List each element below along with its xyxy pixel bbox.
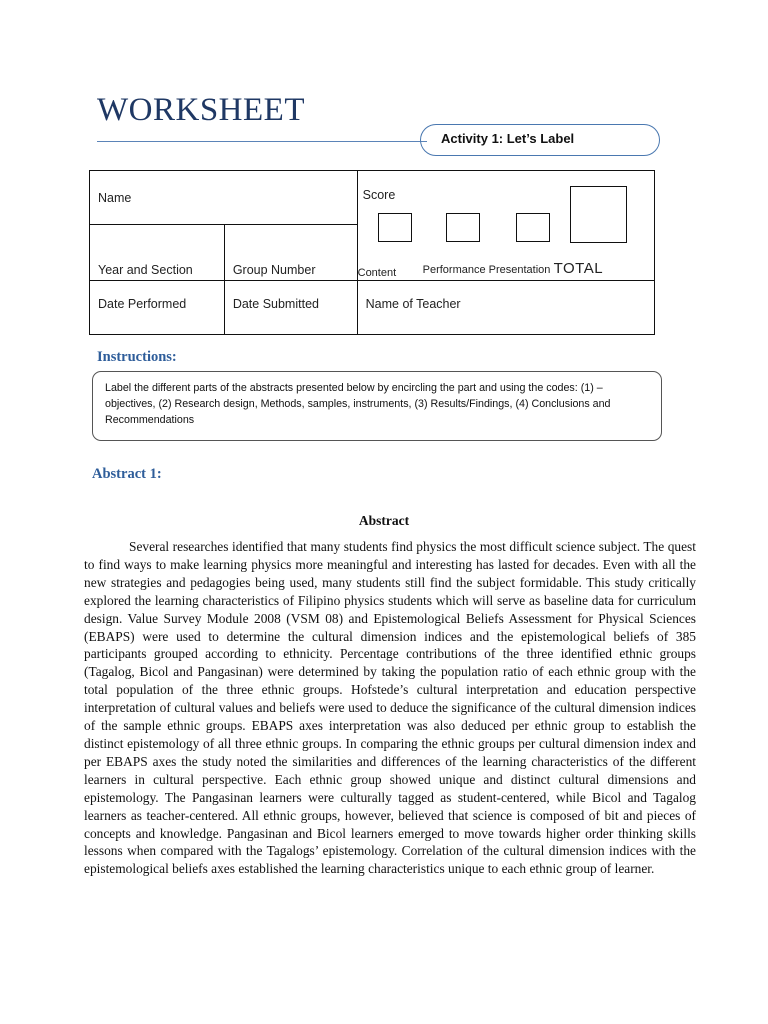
total-label: TOTAL: [553, 260, 604, 277]
date-submitted-label: Date Submitted: [232, 297, 319, 311]
date-submitted-field[interactable]: [224, 281, 357, 335]
abstract-1-heading: Abstract 1:: [92, 466, 162, 482]
date-performed-field[interactable]: [90, 281, 225, 335]
score-cell: [357, 171, 654, 281]
total-score-box[interactable]: [570, 186, 627, 243]
year-section-label: Year and Section: [98, 263, 193, 277]
performance-score-box[interactable]: [446, 213, 480, 242]
presentation-label: Presentation: [488, 264, 551, 276]
activity-label: Activity 1: Let’s Label: [420, 124, 660, 156]
year-section-field[interactable]: [90, 225, 225, 281]
group-number-label: Group Number: [232, 263, 316, 277]
content-score-box[interactable]: [378, 213, 412, 242]
group-number-field[interactable]: [224, 225, 357, 281]
instructions-text: Label the different parts of the abstracts presented below by encircling the part and using the codes: (1) – objectives, (2) Research design, Methods, samples, instruments, (3) Results/Findings, (4) Conclusions and Recommendations: [105, 382, 611, 426]
name-field[interactable]: [90, 171, 358, 225]
teacher-label: Name of Teacher: [365, 297, 461, 311]
content-label: Content: [357, 267, 397, 279]
worksheet-title: WORKSHEET: [97, 92, 305, 128]
date-performed-label: Date Performed: [98, 297, 187, 311]
instructions-box: [92, 371, 662, 441]
presentation-score-box[interactable]: [516, 213, 550, 242]
score-label: Score: [362, 188, 396, 202]
name-label: Name: [98, 190, 132, 205]
instructions-heading: Instructions:: [97, 349, 177, 365]
title-underline: [97, 141, 427, 142]
student-info-table: [89, 170, 655, 335]
abstract-title: Abstract: [358, 513, 410, 528]
abstract-body: Several researches identified that many students find physics the most difficult science subject. The quest to find ways to make learning physics more meaningful and interesting has lasted for decades. Even with all the new strategies and pedagogies being used, many students still find the subject formidable. This study critically explored the learning characteristics of Filipino physics students which will serve as baseline data for curriculum design. Value Survey Module 2008 (VSM 08) and Epistemological Beliefs Assessment for Physical Sciences (EBAPS) were used to determine the cultural dimension indices and the epistemological beliefs of 385 participants grouped according to ethnicity. Percentage contributions of the three identified ethnic groups (Tagalog, Bicol and Pangasinan) were determined by taking the population ratio of each ethnic group with the total population of the three ethnic groups. Hofstede’s cultural interpretation and education perspective interpretation of cultural values and beliefs were used to deduce the significance of the cultural dimension indices of the sample ethnic groups. EBAPS axes interpretation was also deduced per ethnic group to establish the distinct epistemology of all three ethnic groups. In comparing the ethnic groups per cultural dimension index and per EBAPS axes the study noted the similarities and differences of the learning characteristics of the different learners in cultural perspective. Each ethnic group showed unique and distinct cultural dimensions and epistemology. The Pangasinan learners were culturally tagged as student-centered, while Bicol and Tagalog learners as teacher-centered. All ethnic groups, however, believed that science is composed of bit and pieces of concepts and knowledge. Pangasinan and Bicol learners emerged to move towards higher order thinking skills lessons when compared with the Tagalogs’ epistemology. Correlation of the cultural dimension indices with the epistemological beliefs axes established the learning characteristics unique to each ethnic group of learner.: [84, 539, 696, 877]
teacher-field[interactable]: [357, 281, 654, 335]
performance-label: Performance: [422, 264, 486, 276]
